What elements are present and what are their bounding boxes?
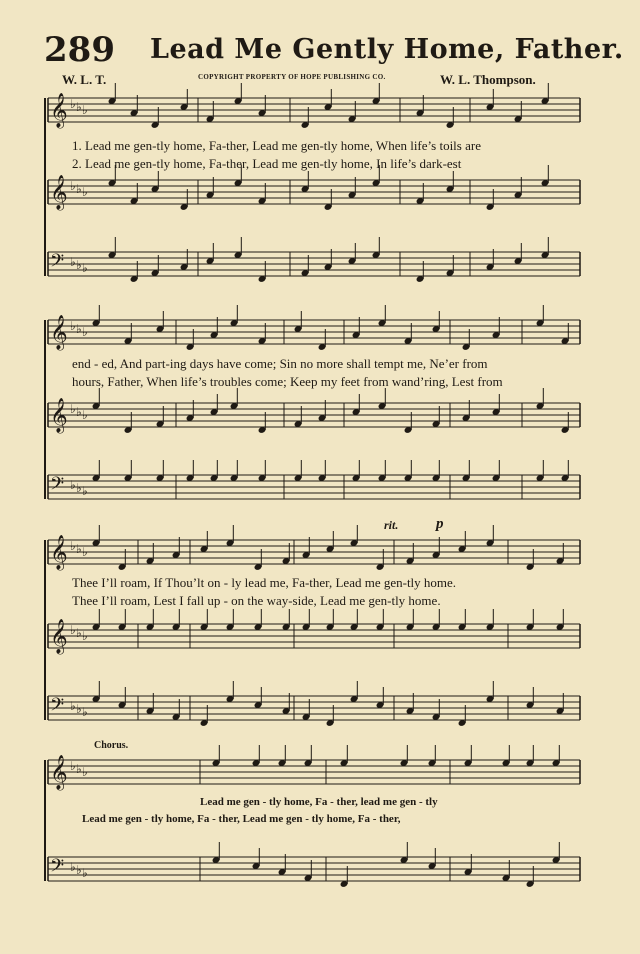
system-1-staff-1-flat-icon: ♭ [82, 103, 88, 117]
system-4-staff-2-flat-icon: ♭ [76, 863, 82, 877]
system-4-staff-2-flat-icon: ♭ [82, 866, 88, 880]
system-2-staff-1-treble-clef-icon: 𝄞 [50, 315, 68, 350]
chorus-lower-lyrics: Lead me gen - tly home, Fa - ther, Lead me gen - tly home, Fa - ther, [82, 813, 401, 825]
system-2-staff-3-flat-icon: ♭ [82, 484, 88, 498]
system-1-staff-3-flat-icon: ♭ [82, 261, 88, 275]
piano-dynamic-marking: p [436, 516, 444, 532]
system-3-staff-2-flat-icon: ♭ [70, 623, 76, 637]
system-1-staff-2-flat-icon: ♭ [70, 179, 76, 193]
copyright-notice: COPYRIGHT PROPERTY OF HOPE PUBLISHING CO. [198, 73, 386, 81]
system-2-staff-2-flat-icon: ♭ [76, 405, 82, 419]
ritardando-marking: rit. [384, 518, 399, 532]
system-1-staff-3-bass-clef-icon: 𝄢 [50, 251, 65, 276]
system-2-staff-1-flat-icon: ♭ [70, 319, 76, 333]
chorus-label: Chorus. [94, 740, 129, 751]
system-2-staff-1-flat-icon: ♭ [82, 325, 88, 339]
composer-credit: W. L. Thompson. [440, 72, 536, 87]
system-2-staff-1-flat-icon: ♭ [76, 322, 82, 336]
system-4-staff-1-flat-icon: ♭ [82, 765, 88, 779]
system-4-staff-1-treble-clef-icon: 𝄞 [50, 755, 68, 790]
system-3-staff-2-flat-icon: ♭ [76, 626, 82, 640]
system-4-staff-1-flat-icon: ♭ [70, 759, 76, 773]
system-1-staff-1-flat-icon: ♭ [70, 97, 76, 111]
system-3-staff-2-treble-clef-icon: 𝄞 [50, 619, 68, 654]
system-4-staff-2-bass-clef-icon: 𝄢 [50, 856, 65, 881]
system-3-staff-1-flat-icon: ♭ [82, 545, 88, 559]
system-1-staff-2-flat-icon: ♭ [76, 182, 82, 196]
system-3-staff-3-bass-clef-icon: 𝄢 [50, 695, 65, 720]
system-3-staff-3-flat-icon: ♭ [76, 702, 82, 716]
system-2-staff-2-flat-icon: ♭ [70, 402, 76, 416]
system-4-staff-2-flat-icon: ♭ [70, 860, 76, 874]
system-3-staff-1-treble-clef-icon: 𝄞 [50, 535, 68, 570]
system-2-verse-2: hours, Father, When life’s troubles come; Keep my feet from wand’ring, Lest from [72, 374, 503, 389]
system-3-staff-3-flat-icon: ♭ [82, 705, 88, 719]
system-1-staff-1-flat-icon: ♭ [76, 100, 82, 114]
system-2-staff-2-flat-icon: ♭ [82, 408, 88, 422]
system-1-verse-1: 1. Lead me gen-tly home, Fa-ther, Lead me gen-tly home, When life’s toils are [72, 138, 481, 153]
system-2-staff-3-bass-clef-icon: 𝄢 [50, 474, 65, 499]
system-1-staff-2-flat-icon: ♭ [82, 185, 88, 199]
system-2-staff-3-flat-icon: ♭ [76, 481, 82, 495]
system-3-verse-1: Thee I’ll roam, If Thou’lt on - ly lead me, Fa-ther, Lead me gen-tly home. [72, 575, 457, 590]
system-2-staff-2-treble-clef-icon: 𝄞 [50, 398, 68, 433]
system-2-staff-3-flat-icon: ♭ [70, 478, 76, 492]
hymn-title: Lead Me Gently Home, Father. [150, 34, 624, 65]
chorus-upper-lyrics: Lead me gen - tly home, Fa - ther, lead me gen - tly [200, 796, 438, 808]
hymn-number: 289 [44, 30, 115, 70]
system-1-staff-3-flat-icon: ♭ [76, 258, 82, 272]
system-3-verse-2: Thee I’ll roam, Lest I fall up - on the way-side, Lead me gen-tly home. [72, 593, 441, 608]
lyricist-credit: W. L. T. [62, 72, 107, 87]
system-3-staff-1-flat-icon: ♭ [76, 542, 82, 556]
system-1-staff-1-treble-clef-icon: 𝄞 [50, 93, 68, 128]
system-3-staff-2-flat-icon: ♭ [82, 629, 88, 643]
system-3-staff-3-flat-icon: ♭ [70, 699, 76, 713]
system-2-verse-1: end - ed, And part-ing days have come; Sin no more shall tempt me, Ne’er from [72, 356, 488, 371]
system-1-verse-2: 2. Lead me gen-tly home, Fa-ther, Lead me gen-tly home, In life’s dark-est [72, 156, 462, 171]
system-1-staff-3-flat-icon: ♭ [70, 255, 76, 269]
system-4-staff-1-flat-icon: ♭ [76, 762, 82, 776]
system-1-staff-2-treble-clef-icon: 𝄞 [50, 175, 68, 210]
system-3-staff-1-flat-icon: ♭ [70, 539, 76, 553]
